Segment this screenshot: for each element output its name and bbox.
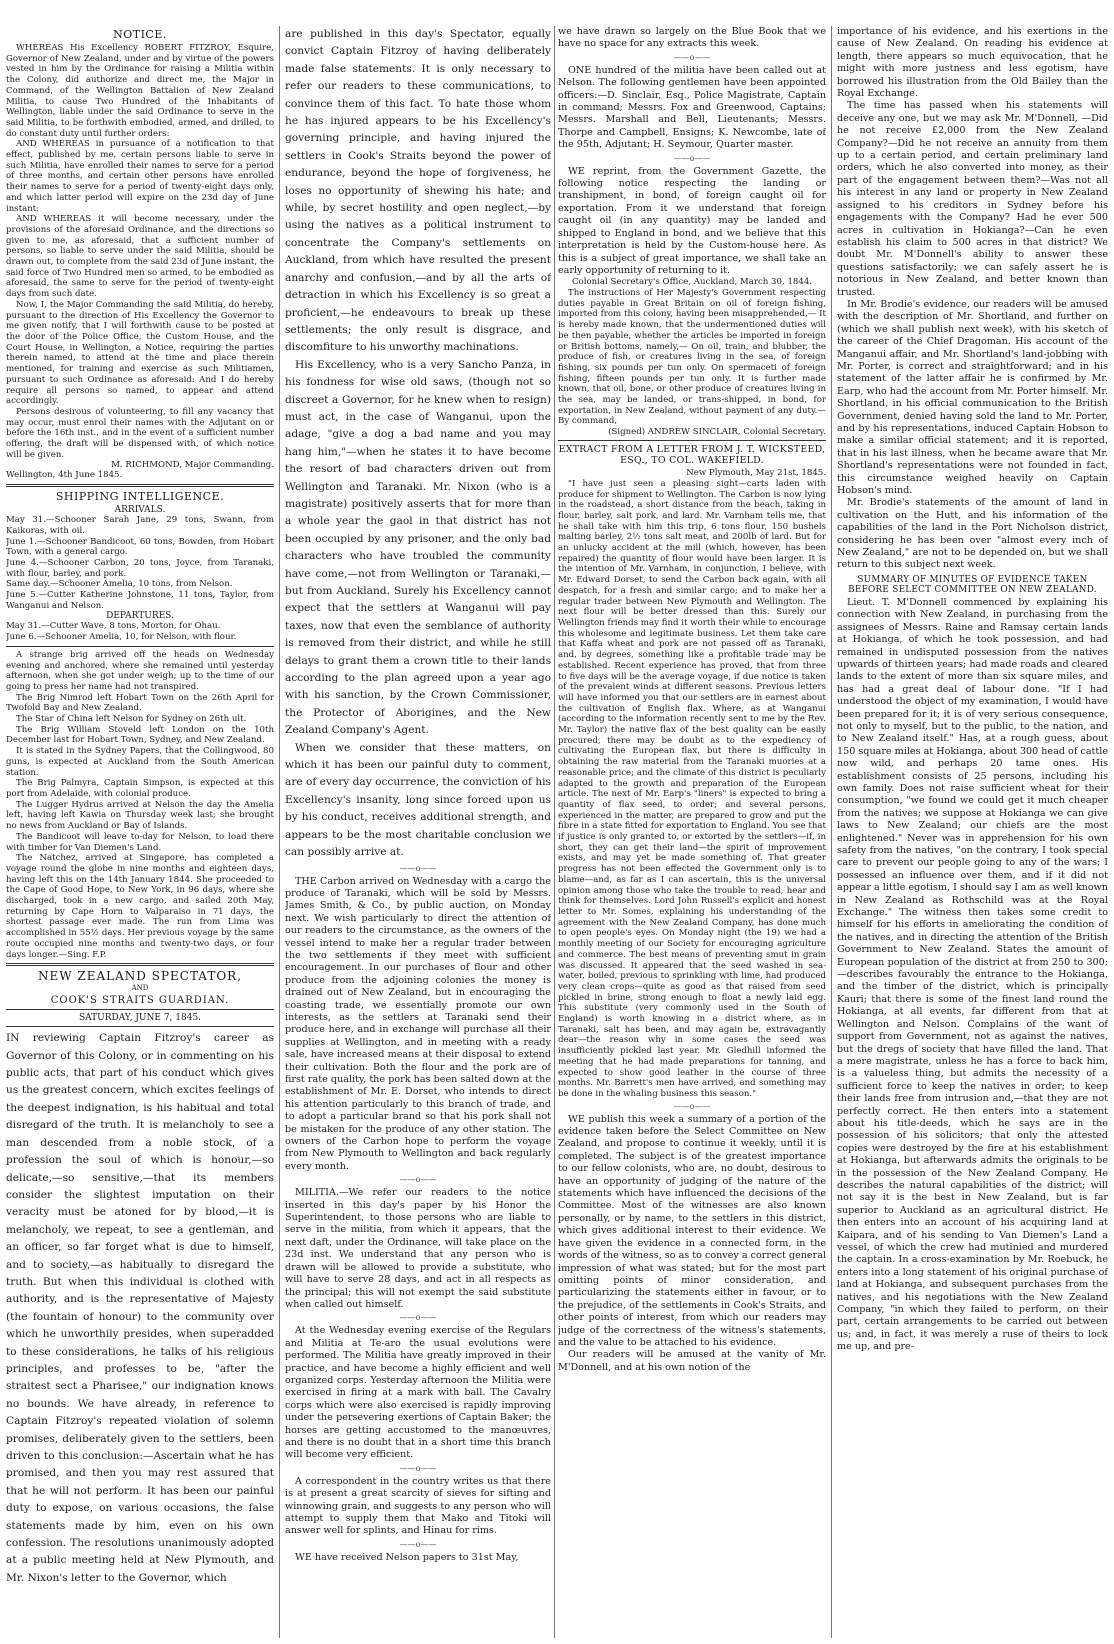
oil-duty-article: WE reprint, from the Government Gazette, the following notice respecting the landing or transhipment, in bond, of foreign caught oil for exportation. From it we understand that foreign caught oil (in any quantity) may be landed and shipped to England in bond, and we believe that this interpretation is held by the Custom-house here. As this is a subject of great importance, we shall take an early opportunity of returning to it.	[558, 165, 826, 276]
arrivals-title: ARRIVALS.	[114, 505, 166, 516]
arrival-entry: June 1.—Schooner Bandicoot, 60 tons, Bowden, from Hobart Town, with a general cargo.	[6, 536, 274, 558]
notice-paragraph: WHEREAS His Excellency ROBERT FITZROY, Esquire, Governor of New Zealand, under and by virtue of the powers vested in him by the Ordinance for raising a Militia within the Colony, did authorize and direct me, the Major in Command, of the Wellington Battalion of New Zealand Militia, to cause Two Hundred of the Inhabitants of Wellington, liable under the said Ordinance to serve in the said Militia, to be forthwith embodied, armed, and drilled, to do constant duty until further orders:	[6, 43, 274, 139]
section-rule	[6, 1009, 274, 1010]
masthead-and: AND	[131, 984, 149, 993]
divider-ornament: ——o——	[673, 153, 711, 163]
editorial-text: IN reviewing Captain Fitzroy's career as Governor of this Colony, or in commenting on his public acts, that part of his conduct which gives us the greatest concern, which excites feelings of the deepest indignation, is his habitual and total disregard of the truth. It is melancholy to see a man descended from a noble stock, of a profession the soul of which is honour,—so delicate,—so sensitive,—that its members consider the slightest imputation on their veracity must be atoned for by blood,—it is melancholy, we repeat, to see a gentleman, and an officer, so far forget what is due to himself, and to society,—as habitually to disregard the truth. But when this individual is clothed with authority, and is the representative of Majesty (the fountain of honour) to the community over which he unworthily presides, when superadded to these considerations, he talks of his religious principles, and professes to be, "after the straitest sect a Pharisee," our indignation knows no bounds. We have already, in reference to Captain Fitzroy's repeated violation of solemn promises, deliberately given to the settlers, been driven to this conclusion:—Ascertain what he has promised, and then you may rest assured that that he will not perform. It has been our painful duty to expose, on various occasions, the false statements made by him, even on his own confession. The resolutions unanimously adopted at a public meeting held at New Plymouth, and Mr. Nixon's letter to the Governor, which	[6, 1032, 274, 1584]
nelson-article: WE have received Nelson papers to 31st May,	[295, 1551, 519, 1563]
section-rule	[6, 646, 274, 647]
column-divider	[279, 26, 280, 1638]
militia-article: MILITIA.—We refer our readers to the notice inserted in this day's paper by his Honor the Superintendent, to those persons who are liable to serve in the militia, from which it appears, that the next daft, under the Ordinance, will take place on the 23d inst. We understand that any person who is drawn will be allowed to provide a substitute, who will have to serve 28 days, and act in all respects as the principal; this will not exempt the said substitute when called out himself.	[285, 1187, 551, 1310]
evidence-summary-title: SUMMARY OF MINUTES OF EVIDENCE TAKEN BEFORE SELECT COMMITTEE ON NEW ZEALAND.	[848, 574, 1097, 595]
shipping-note: The Bandicoot will leave to-day for Nelson, to load there with timber for Van Diemen's Land.	[6, 831, 274, 853]
mdonnell-questions: The time has passed when his statements will deceive any one, but we may ask Mr. M'Donnell, —Did he not receive £2,000 from the New Zealand Company?—Did he not receive an annuity from them up to a certain period, and certain preliminary land orders, which he also converted into money, as their part of the engagement between them?—Was not all his interest in any land or property in New Zealand assigned to his creditors in Sydney before his engagements with the Company? Had he ever 500 acres in cultivation in Hokianga?—Can he even establish his claim to 500 acres in that district? We doubt Mr. M'Donnell's ability to answer these questions satisfactorily; we can safely assert he is notorious in New Zealand, and better known than trusted.	[837, 100, 1108, 298]
section-rule	[6, 963, 274, 966]
column-2	[285, 26, 551, 1638]
departure-entry: June 6.—Schooner Amelia, 10, for Nelson, with flour.	[6, 632, 237, 643]
divider-ornament: ——o——	[399, 863, 437, 873]
notice-paragraph: Now, I, the Major Commanding the said Militia, do hereby, pursuant to the direction of His Excellency the Governor to me given notify, that I will forthwith cause to be posted at the door of the Police Office, the Custom House, and the Court House, in Wellington, a Notice, requiring the parties therein named, to attend at the time and place therein mentioned, for training and exercise as such Militiamen, pursuant to such Ordinance as aforesaid: And I do hereby require all persons so named, to appear and attend accordingly.	[6, 299, 274, 407]
column-3	[558, 26, 826, 1638]
mdonnell-commentary: importance of his evidence, and his exertions in the cause of New Zealand. On reading his evidence at length, there appears so much equivocation, that he might with more justness and less egotism, have borrowed his illustration from the Old Bailey than the Royal Exchange.	[837, 26, 1108, 100]
arrival-entry: June 5.—Cutter Katherine Johnstone, 11 tons, Taylor, from Wanganui and Nelson.	[6, 590, 274, 611]
shipping-note: It is stated in the Sydney Papers, that the Collingwood, 80 guns, is expected at Auckland from the South American station.	[6, 746, 274, 778]
militia-nelson-article: ONE hundred of the militia have been called out at Nelson. The following gentlemen have been appointed officers:—D. Sinclair, Esq., Police Magistrate, Captain in command; Messrs. Fox and Greenwood, Captains; Messrs. Marshall and Bell, Lieutenants; Messrs. Thorpe and Campbell, Ensigns; K. Newcombe, late of the 95th, Adjutant; H. Seymour, Quarter master.	[558, 64, 826, 151]
shipping-note: A strange brig arrived off the heads on Wednesday evening and anchored, where she remained until yesterday afternoon, when she got under weigh; up to the time of our going to press her name had not transpired.	[6, 649, 274, 692]
masthead-subtitle: COOK'S STRAITS GUARDIAN.	[50, 995, 230, 1007]
divider-ornament: ——o——	[399, 1539, 437, 1549]
divider-ornament: ——o——	[399, 1463, 437, 1473]
divider-ornament: ——o——	[673, 52, 711, 62]
brodie-statements: Mr. Brodie's statements of the amount of land in cultivation on the Hutt, and his information of the capabilities of the land in the Port Nicholson district, considering he has been over "almost every inch of New Zealand," are not to be depended on, but we shall return to this subject next week.	[837, 497, 1108, 571]
notice-title: NOTICE.	[113, 28, 167, 41]
column-divider	[831, 26, 832, 1638]
shipping-note: The Brig Palmyra, Captain Simpson, is expected at this port from Adelaide, with colonial produce.	[6, 778, 274, 799]
notice-paragraph: AND WHEREAS it will become necessary, under the provisions of the aforesaid Ordinance, and the directions so given to me, as aforesaid, that a sufficient number of persons, so liable to serve under the said Militia, should be drawn out, to complete from the said 23d of June instant, the said force of Two Hundred men so armed, to be embodied as aforesaid, the same to serve for the period of twenty-eight days from such date.	[6, 214, 274, 300]
extract-date: New Plymouth, May 21st, 1845.	[686, 468, 826, 479]
departures-title: DEPARTURES.	[106, 611, 174, 622]
brodie-commentary: In Mr. Brodie's evidence, our readers will be amused with the description of Mr. Shortland, and further on (which we shall publish next week), with his sketch of the career of the Chief Dragoman. His account of the Manganui affair, and Mr. Shortland's land-jobbing with Mr. Porter, is correct and straightforward; and in his statement of the latter affair he is confirmed by Mr. Earp, who had the account from Mr. Porter himself. Mr. Shortland, in his official communication to the British Government, denied having sold the land to Mr. Porter, and by his representations, induced Captain Hobson to make a similar official statement; and it is reported, that in his last illness, when he became aware that Mr. Shortland's representations were not founded in fact, this circumstance weighed heavily on Captain Hobson's mind.	[837, 298, 1108, 497]
extract-title: EXTRACT FROM A LETTER FROM J. T. WICKSTEED, ESQ., TO COL. WAKEFIELD.	[558, 444, 826, 467]
editorial-paragraph: His Excellency, who is a very Sancho Panza, in his fondness for wise old saws, (though not so discreet a Governor, for he knew when to resign) must act, in the case of Wanganui, upon the adage, "give a dog a bad name and you may hang him,"—when he states it to have become the resort of bad characters driven out from Wellington and Taranaki. Mr. Nixon (who is a magistrate) positively asserts that for more than a whole year the gaol in that district has not been occupied by any prisoner, and the only bad characters who have troubled the community have come,—not from Wellington or Taranaki,—but from Auckland. Surely his Excellency cannot expect that the settlers at Wanganui will pay taxes, now that even the semblance of authority is removed from their district, and while he still delays to grant them a crown title to their lands according to the plan agreed upon a year ago with his sanction, by the Crown Commissioner, the Protector of Aborigines, and the New Zealand Company's Agent.	[285, 358, 551, 737]
editorial-continued: are published in this day's Spectator, equally convict Captain Fitzroy of having deliberately made false statements. It is only necessary to refer our readers to these communications, to convince them of this fact. To hate those whom he has injured appears to be his Excellency's governing principle, and having injured the settlers in Cook's Straits beyond the power of endurance, beyond the hope of forgiveness, he loses no opportunity of shewing his hate; and while, by secret hostility and open neglect,—by using the natives as a political instrument to concentrate the Company's settlements on Auckland, from which have resulted the present anarchy and confusion,—and by all the arts of detraction in which his Excellency is so great a proficient,—he endeavours to break up these settlements; the only result is disgrace, and discomfiture to his unworthy machinations.	[285, 28, 551, 354]
sieves-article: A correspondent in the country writes us that there is at present a great scarcity of sieves for sifting and winnowing grain, and suggests to any person who will attempt to supply them that Mako and Titoki will answer well for splints, and Hinau for rims.	[285, 1475, 551, 1537]
column-4	[837, 26, 1108, 1638]
shipping-note: The Brig William Stoveld left London on the 10th December last for Hobart Town, Sydney, and New Zealand.	[6, 724, 274, 746]
arrival-entry: May 31.—Schooner Sarah Jane, 29 tons, Swann, from Kaikoras, with oil.	[6, 515, 274, 536]
shipping-note: The Lugger Hydrus arrived at Nelson the day the Amelia left, having left Kawia on Thursday week last; she brought no news from Auckland or Bay of Islands.	[6, 799, 274, 832]
column-divider	[554, 26, 555, 1638]
notice-paragraph: Persons desirous of volunteering, to fill any vacancy that may occur, must enrol their names with the Adjutant on or before the 16th inst., and in the event of a sufficient number offering, the draft will be dispensed with, of which notice will be given.	[6, 406, 274, 460]
divider-ornament: ——o——	[673, 1101, 711, 1111]
section-rule	[6, 1026, 274, 1027]
shipping-note: The Star of China left Nelson for Sydney on 26th ult.	[16, 714, 247, 725]
departure-entry: May 31.—Cutter Wave, 8 tons, Morton, for Ohau.	[6, 621, 221, 632]
masthead-date: SATURDAY, JUNE 7, 1845.	[78, 1013, 202, 1024]
section-rule	[558, 440, 826, 441]
divider-ornament: ——o——	[399, 1175, 437, 1185]
newspaper-page	[6, 26, 1108, 1638]
nelson-continued: we have drawn so largely on the Blue Book that we have no space for any extracts this week.	[558, 26, 826, 50]
secretary-notice: The instructions of Her Majesty's Government respecting duties payable in Great Britain on oil of foreign fishing, imported from this colony, having been misapprehended,— It is hereby made known, that the undermentioned duties will be then payable, whether the articles be imported in foreign or British bottoms, namely,— On oil, train, and blubber, the produce of fish, or creatures living in the sea, of foreign fishing, six pounds per tun only. On spermaceti of foreign fishing, fifteen pounds per tun only. It is further made known, that oil, bone, or other produce of creatures living in the sea, may be landed, or trans-shipped, in bond, for exportation, in New Zealand, without payment of any duty.—By command,	[558, 288, 826, 427]
divider-ornament: ——o——	[399, 1313, 437, 1323]
column-1	[6, 26, 274, 1638]
notice-paragraph: AND WHEREAS in pursuance of a notification to that effect, published by me, certain persons liable to serve in such Militia, have enrolled their names to serve for a period of three months, and certain other persons have enrolled their names to serve for a period of twenty-eight days only, and which latter period will expire on the 23d day of June instant:	[6, 139, 274, 214]
extract-letter: "I have just seen a pleasing sight—carts laden with produce for shipment to Wellington. The Carbon is now lying in the roadstead, a short distance from the beach, taking in flour, barley, salt pork, and lard. Mr. Varnham tells me, that he shall take with him this trip, 6 tons flour, 150 bushels malting barley, 2½ tons salt meat, and 200lb of lard. But for an unlucky accident at the mill (which, however, has been repaired) the quantity of flour would have been larger. It is the intention of Mr. Varnham, in conjunction, I believe, with Mr. Edward Dorset, to send the Carbon back again, with all despatch, for a fresh and similar cargo; and to make her a regular trader between New Plymouth and Wellington. The next flour will be better dressed than this. Surely our Wellington friends may find it worth their while to encourage this wholesome and legitimate business. Let them take care that Kaffa wheat and pork are not passed off as Taranaki, and, by degrees, something like a profitable trade may be established. Recent experience has proved, that from three to five days will be the average voyage, if due notice is taken of the prevalent winds at different seasons. Previous letters will have informed you that our settlers are in earnest about the cultivation of English flax. Where, as at Wanganui (according to the information recently sent to me by the Rev. Mr. Taylor) the native flax of the best quality can be easily procured, there may be doubt as to the expediency of cultivating the European flax, but there is difficulty in obtaining the raw material from the Taranaki muories at a reasonable price; and the climate of this district is peculiarly adapted to the growth and preparation of the European article. The next of Mr. Earp's "liners" is expected to bring a quantity of flax seed, to order; and several persons, experienced in the matter, are prepared to grow and put the fibre in a state fitted for exportation to England. You see that if justice is only granted to, or extorted by the settlers—if, in short, they can get their land—the spirit of improvement exists, and may yet be made something of. That greater progress has not been effected the Government only is to blame—and, as far as I can ascertain, this is the universal opinion among those who take the trouble to read, hear and think for themselves. Lord John Russell's explicit and honest letter to Mr. Somes, explaining his understanding of the agreement with the New Zealand Company, has done much to open people's eyes. On Monday night (the 19) we had a monthly meeting of our Society for encouraging agriculture and commerce. The best means of preventing smut in grain was discussed. It appeared that the seed washed in sea-water, boiled, previous to sprinkling with lime, had produced very clean crops—quite as good as that raised from seed pickled in brine, strong enough to float a newly laid egg. This substitute (very commonly used in the South of England) is worth knowing in a district where, as in Taranaki, salt has been, and may again be, extravagantly dear—the reason why in some cases the seed was insufficiently pickled last year. Mr. Gledhill informed the meeting that he had made preparations for tanning, and expected to show good leather in the course of three months. Mr. Barrett's men have arrived, and something may be done in the whaling business this season."	[558, 478, 826, 1099]
masthead-title: NEW ZEALAND SPECTATOR,	[37, 969, 243, 984]
summary-intro: WE publish this week a summary of a portion of the evidence taken before the Select Committee on New Zealand, and propose to continue it weekly, until it is completed. The subject is of the greatest importance to our fellow colonists, who are, no doubt, desirous to have an opportunity of judging of the nature of the statements which have influenced the decisions of the Committee. Most of the witnesses are also known personally, or by name, to the settlers in this district, which gives additional interest to their evidence. We have given the evidence in a connected form, in the words of the witness, so as to convey a correct general impression of what was stated; but for the most part omitting points of minor consideration, and particularizing the statements either in favour, or to the prejudice, of the settlements in Cook's Straits, and other points of interest, from which our readers may judge of the correctness of the witness's statements, and the value to be attached to his evidence.	[558, 1113, 826, 1348]
arrival-entry: Same day.—Schooner Amelia, 10 tons, from Nelson.	[6, 579, 233, 590]
exercise-article: At the Wednesday evening exercise of the Regulars and Militia at Te-aro the usual evolutions were performed. The Militia have greatly improved in their practice, and have become a highly efficient and well organized corps. Yesterday afternoon the Militia were exercised in firing at a mark with ball. The Cavalry corps which were also exercised is rapidly improving under the persevering exertions of Captain Baker; the horses are getting accustomed to the manœuvres, and there is no doubt that in a short time this branch will become very efficient.	[285, 1325, 551, 1461]
shipping-title: SHIPPING INTELLIGENCE.	[55, 490, 225, 504]
carbon-article: THE Carbon arrived on Wednesday with a cargo the produce of Taranaki, which will be sold by Messrs. James Smith, & Co., by public auction, on Monday next. We wish particularly to direct the attention of our readers to the circumstance, as the owners of the vessel intend to make her a regular trader between the two settlements if they meet with sufficient encouragement. In our purchases of flour and other produce from the adjoining colonies the money is drained out of New Zealand, but in encouraging the coasting trade, we essentially promote our own interests, as the settlers at Taranaki send their produce here, and in exchange will purchase all their supplies at Wellington, and in meeting with a ready sale, have increased means at their disposal to extend their cultivation. Both the flour and the pork are of first rate quality, the pork has been salted down at the establishment of Mr. E. Dorset, who intends to direct his attention particularly to this branch of trade, and to adopt a particular brand so that his pork shall not be mistaken for the produce of any other station. The owners of the Carbon hope to perform the voyage from New Plymouth to Wellington and back regularly every month.	[285, 875, 551, 1172]
evidence-summary-text: Lieut. T. M'Donnell commenced by explaining his connection with New Zealand, in purchasing from the assignees of Messrs. Raine and Ramsay certain lands at Hokianga, of which he took possession, and had remained in undisputed possession from the natives upwards of thirteen years; had made roads and cleared lands to the extent of more than six square miles, and has had a great deal of labour done. "If I had understood the object of my examination, I would have been prepared for it; it is of very serious consequence, not only to myself, but to the public, to the nation, and to New Zealand itself." Has, at a rough guess, about 150 square miles at Hokianga, about 300 head of cattle now wild, and perhaps 20 tame ones. His establishment consists of 25 persons, including his own family. Does not raise sufficient wheat for their consumption, "we found we could get it much cheaper from the natives; we suppose at Hokianga we can give laws to New Zealand; our chiefs are the most enlightened." Never was in apprehension for his own safety from the natives, "on the contrary, I took special care to prevent our people going to any of the wars; I possessed an influence over them, and if it did not appear a little egotism, I should say I am as well known in New Zealand as Rothschild was at the Royal Exchange." The witness then takes some credit to himself for his efforts in ameliorating the condition of the natives, and in directing the attention of the British Government to New Zealand. States the amount of European population of the district at from 250 to 300;—describes favourably the entrance to the Hokianga, and the timber of the district, which is principally Kauri; that there is some of the finest land round the Hokianga, at all events, far different from that at Wellington and Nelson. Complains of the want of support from Government, not as against the natives, but the dregs of society that have filled the land. That a mere magistrate, unless he has a force to back him, is a valueless thing, but admits the necessity of a sufficient force to keep the natives in order; to keep their lands free from intrusion and,—that they are not perfectly correct. He then enters into a statement about his title-deeds, which he says are in the possession of his solicitors; that only the attested copies were destroyed by the fire at his establishment at Hokianga, but afterwards admits the originals to be in the possession of the New Zealand Company. He describes the natural capabilities of the district; will not say it is the best in New Zealand, but is far superior to Auckland as an agricultural district. He then enters into an account of his acquiring land at Kaipara, and of his sending to Van Diemen's Land a vessel, of which the crew had mutinied and murdered the captain. In a cross-examination by Mr. Roebuck, he enters into a long statement of his original purchase of land at Hokianga, and subsequent purchases from the natives, and his negotiations with the New Zealand Company, "in which they failed to perform, on their part, certain arrangements to be carried out between us; and, in fact, it was merely a ruse of theirs to lock me up, and pre-	[837, 596, 1108, 1353]
notice-dateline: Wellington, 4th June 1845.	[6, 470, 123, 481]
section-rule	[6, 484, 274, 487]
editorial-paragraph: When we consider that these matters, on which it has been our painful duty to comment, are of every day occurrence, the conviction of his Excellency's insanity, long since forced upon us by his conduct, receives additional strength, and appears to be the most charitable conclusion we can possibly arrive at.	[285, 741, 551, 859]
shipping-note: The Natchez, arrived at Singapore, has completed a voyage round the globe in nine months and eighteen days, having left this on the 14th January 1844. She proceeded to the Cape of Good Hope, to New York, in 96 days, where she discharged, took in a new cargo, and sailed 20th May, returning by Cape Horn to Valparaiso in 71 days, the shortest passage ever made. The run from Lima was accomplished in 55½ days. Her previous voyage by the same route occupied nine months and twenty-two days, or four days longer.—Sing. F.P.	[6, 853, 274, 960]
arrival-entry: June 4.—Schooner Carbon, 20 tons, Joyce, from Taranaki, with flour, barley, and pork.	[6, 557, 274, 579]
secretary-signature: (Signed) ANDREW SINCLAIR, Colonial Secretary.	[608, 427, 826, 438]
shipping-note: The Brig Nimrod left Hobart Town on the 26th April for Twofold Bay and New Zealand.	[6, 692, 274, 714]
secretary-office-line: Colonial Secretary's Office, Auckland, March 30, 1844.	[571, 277, 813, 288]
notice-signature: M. RICHMOND, Major Commanding.	[111, 460, 274, 471]
summary-amused: Our readers will be amused at the vanity of Mr. M'Donnell, and at his own notion of the	[558, 1349, 826, 1373]
